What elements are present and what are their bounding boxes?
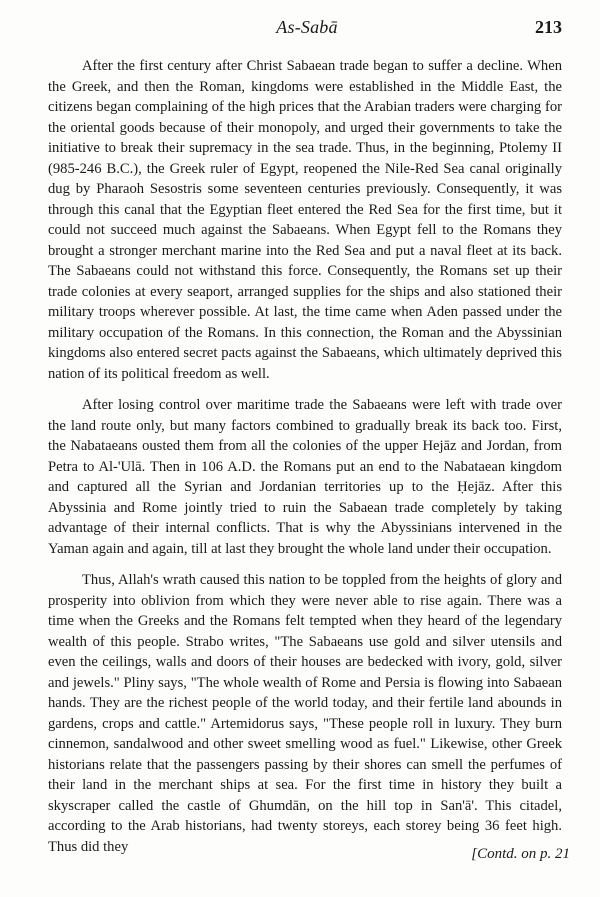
running-head <box>52 17 562 43</box>
paragraph-3: Thus, Allah's wrath caused this nation to be toppled from the heights of glory and prosperity into oblivion from which they were never able to rise again. There was a time when the Greeks and the Romans felt tempted when they heard of the legendary wealth of this people. Strabo writes, "The Sabaeans use gold and silver utensils and even the ceilings, walls and doors of their houses are bedecked with ivory, gold, silver and jewels." Pliny says, "The whole wealth of Rome and Persia is flowing into Sabaean hands. They are the richest people of the world today, and their fertile land abounds in gardens, crops and cattle." Artemidorus says, "These people roll in luxury. They burn cinnemon, sandalwood and other sweet smelling wood as fuel." Likewise, other Greek historians relate that the passengers passing by their shores can smell the perfumes of their land in the merchant ships at sea. For the first time in history they built a skyscraper called the castle of Ghumdān, on the hill top in San'ā'. This citadel, according to the Arab historians, had twenty storeys, each storey being 36 feet high. Thus did they <box>48 572 562 855</box>
paragraph-1: After the first century after Christ Sabaean trade began to suffer a decline. When the Greek, and then the Roman, kingdoms were established in the Middle East, the citizens began complaining of the high prices that the Arabian traders were charging for the oriental goods because of their monopoly, and urged their governments to take the initiative to break their supremacy in the sea trade. Thus, in the beginning, Ptolemy II (985-246 B.C.), the Greek ruler of Egypt, reopened the Nile-Red Sea canal originally dug by Pharaoh Sesostris some seventeen centuries previously. Consequently, it was through this canal that the Egyptian fleet entered the Red Sea for the first time, but it could not succeed much against the Sabaeans. When Egypt fell to the Romans they brought a stronger merchant marine into the Red Sea and put a naval fleet at its back. The Sabaeans could not withstand this force. Consequently, the Romans set up their trade colonies at every seaport, arranged supplies for the ships and also stationed their military troops wherever possible. At last, the time came when Aden passed under the military occupation of the Romans. In this connection, the Roman and the Abyssinian kingdoms also entered secret pacts against the Sabaeans, which ultimately deprived this nation of its political freedom as well. <box>48 58 562 382</box>
running-title: As-Sabā <box>276 17 338 37</box>
continuation-note: [Contd. on p. 21 <box>471 846 570 862</box>
page-number: 213 <box>535 17 562 37</box>
body-text <box>48 56 562 868</box>
paragraph-2: After losing control over maritime trade the Sabaeans were left with trade over the land route only, but many factors combined to gradually break its back too. First, the Nabataeans ousted them from all the colonies of the upper Hejāz and Jordan, from Petra to Al-'Ulā. Then in 106 A.D. the Romans put an end to the Nabataean kingdom and captured all the Syrian and Jordanian territories up to the Ḥejāz. After this Abyssinia and Rome jointly tried to ruin the Sabaean trade completely by taking advantage of their internal conflicts. That is why the Abyssinians intervened in the Yaman again and again, till at last they brought the whole land under their occupation. <box>48 397 562 557</box>
